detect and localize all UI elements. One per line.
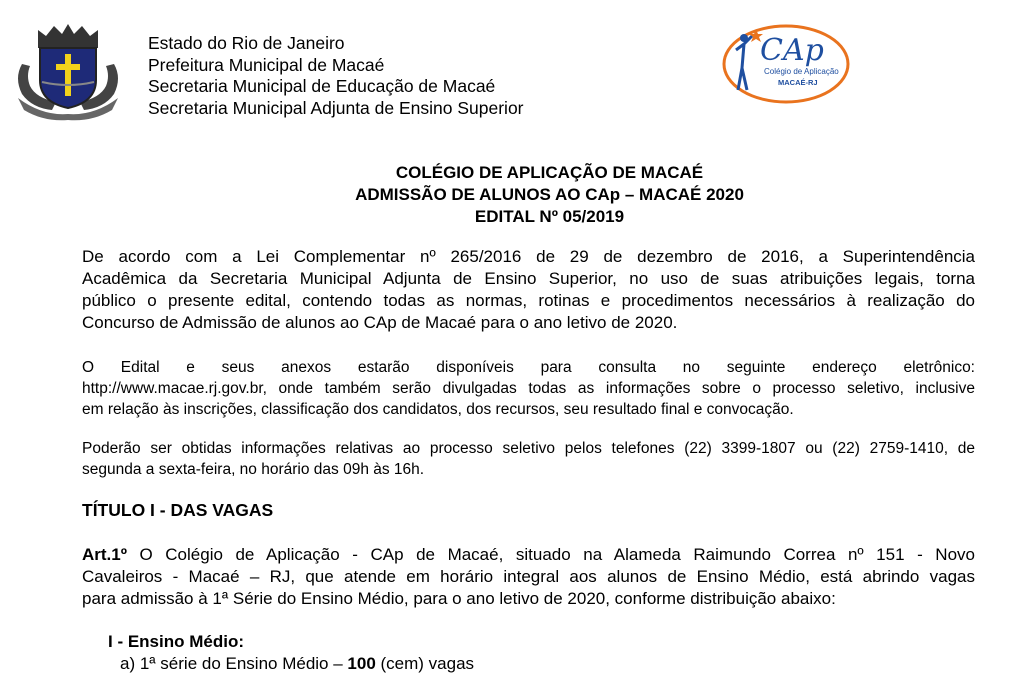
section-title-vagas: TÍTULO I - DAS VAGAS: [82, 500, 274, 520]
paragraph-line: O Edital e seus anexos estarão disponíveis para consulta no seguinte endereço eletrônico:: [82, 359, 975, 376]
logo-subtitle: Colégio de Aplicação: [764, 67, 839, 76]
title-edital: EDITAL Nº 05/2019: [474, 207, 625, 226]
article-text: O Colégio de Aplicação - CAp de Macaé, situado na Alameda Raimundo Correa nº 151 - Novo: [126, 545, 975, 564]
paragraph-intro: [82, 246, 975, 334]
paragraph-line: Concurso de Admissão de alunos ao CAp de Macaé para o ano letivo de 2020.: [82, 313, 678, 332]
title-admission: ADMISSÃO DE ALUNOS AO CAp – MACAÉ 2020: [355, 185, 744, 204]
item-prefix: a) 1ª série do Ensino Médio –: [120, 654, 348, 673]
paragraph-line: em relação às inscrições, classificação dos candidatos, dos recursos, seu resultado final e convocação.: [82, 401, 794, 418]
title-college: COLÉGIO DE APLICAÇÃO DE MACAÉ: [395, 163, 704, 182]
header-text-block: [148, 33, 524, 119]
paragraph-line: para admissão à 1ª Série do Ensino Médio, para o ano letivo de 2020, conforme distribuição abaixo:: [82, 589, 836, 608]
item-suffix: (cem) vagas: [375, 654, 475, 673]
logo-place: MACAÉ-RJ: [778, 78, 818, 87]
paragraph-line: público o presente edital, contendo todas as normas, rotinas e procedimentos necessários à realização do: [82, 291, 975, 310]
paragraph-line: [82, 544, 975, 566]
paragraph-line: segunda a sexta-feira, no horário das 09h às 16h.: [82, 461, 425, 478]
coat-of-arms-icon: [12, 18, 124, 122]
article-1: [82, 544, 975, 610]
paragraph-line: Cavaleiros - Macaé – RJ, que atende em horário integral aos alunos de Ensino Médio, está abrindo vagas: [82, 567, 975, 586]
paragraph-availability: [82, 357, 975, 420]
cap-logo-icon: [714, 14, 852, 108]
header-state: Estado do Rio de Janeiro: [148, 33, 345, 53]
header-prefecture: Prefeitura Municipal de Macaé: [148, 54, 385, 75]
paragraph-contact: [82, 438, 975, 480]
document-title-block: [0, 162, 1019, 228]
list-item-vacancies: [120, 654, 474, 674]
paragraph-line: Acadêmica da Secretaria Municipal Adjunta de Ensino Superior, no uso de suas atribuições legais, torna: [82, 269, 975, 288]
paragraph-line: De acordo com a Lei Complementar nº 265/2016 de 29 de dezembro de 2016, a Superintendência: [82, 247, 975, 266]
header-education-secretariat: Secretaria Municipal de Educação de Macaé: [148, 76, 496, 96]
header-higher-ed-secretariat: Secretaria Municipal Adjunta de Ensino Superior: [148, 97, 524, 118]
logo-name: CAp: [760, 33, 824, 68]
item-count: 100: [347, 654, 376, 673]
paragraph-line: http://www.macae.rj.gov.br, onde também serão divulgadas todas as informações sobre o processo seletivo, inclusive: [82, 380, 975, 397]
section-heading-ensino-medio: I - Ensino Médio:: [108, 632, 244, 651]
paragraph-line: Poderão ser obtidas informações relativas ao processo seletivo pelos telefones (22) 3399-1807 ou (22) 2759-1410, de: [82, 440, 975, 457]
article-label: Art.1º: [82, 545, 127, 564]
